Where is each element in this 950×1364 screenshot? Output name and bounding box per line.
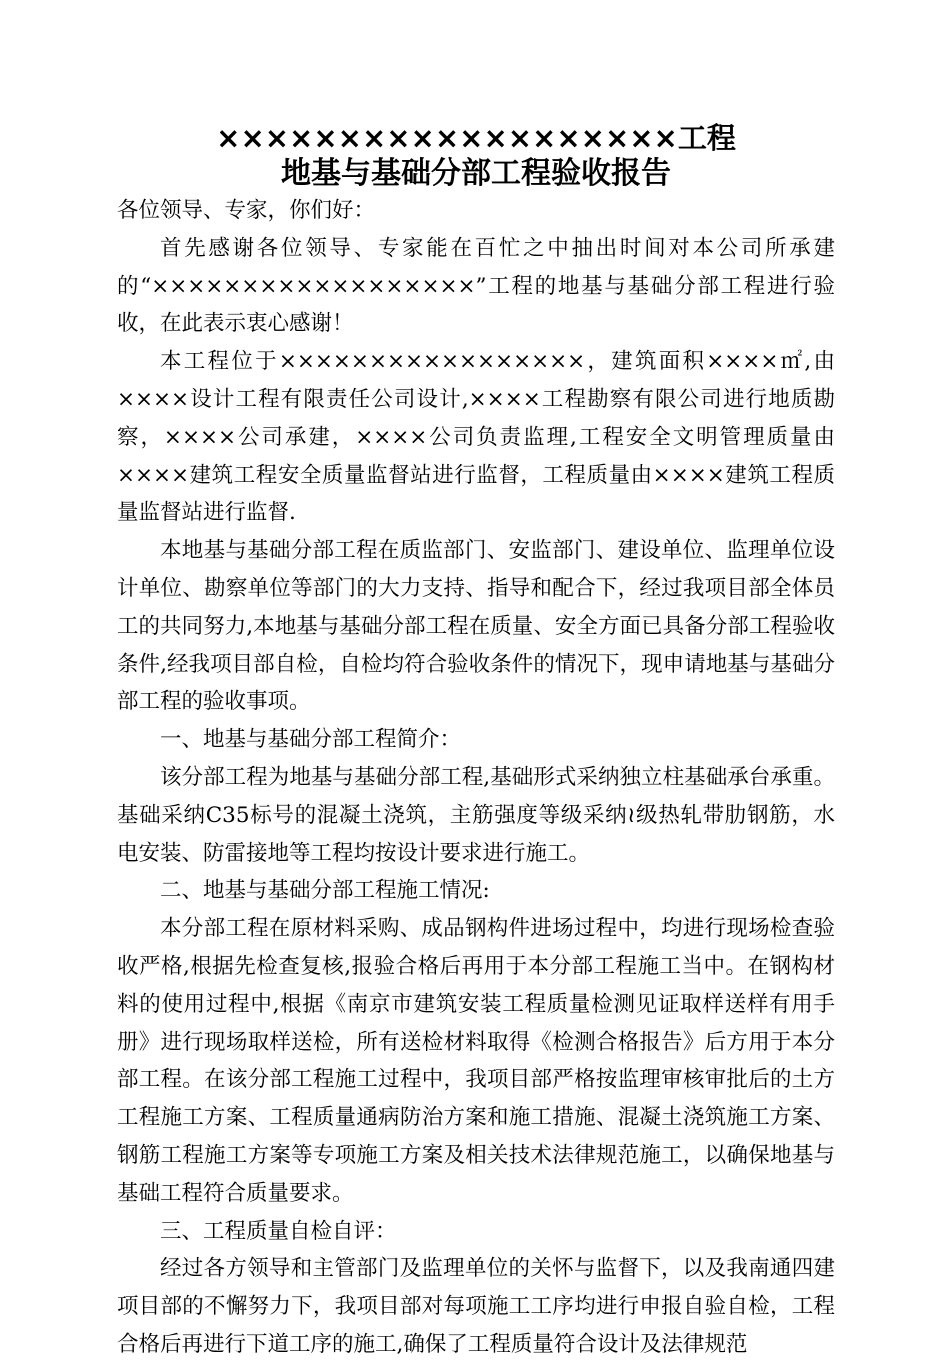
- paragraph-thanks: 首先感谢各位领导、专家能在百忙之中抽出时间对本公司所承建的“××××××××××××××××××”工程的地基与基础分部工程进行验收，在此表示衷心感谢！: [117, 235, 835, 337]
- paragraph-construction: 本分部工程在原材料采购、成品钢构件进场过程中，均进行现场检查验收严格,根据先检查复核,报验合格后再用于本分部工程施工当中。在钢构材料的使用过程中,根据《南京市建筑安装工程质量检测见证取样送样有用手册》进行现场取样送检，所有送检材料取得《检测合格报告》后方用于本分部工程。在该分部工程施工过程中，我项目部严格按监理审核审批后的土方工程施工方案、工程质量通病防治方案和施工措施、混凝土浇筑施工方案、钢筋工程施工方案等专项施工方案及相关技术法律规范施工，以确保地基与基础工程符合质量要求。: [117, 916, 835, 1206]
- section-heading-construction: 二、地基与基础分部工程施工情况:: [160, 878, 490, 904]
- paragraph-project-overview: 本工程位于×××××××××××××××××，建筑面积××××㎡,由××××设计工程有限责任公司设计,××××工程勘察有限公司进行地质勘察，××××公司承建，××××公司负责监理,工程安全文明管理质量由××××建筑工程安全质量监督站进行监督，工程质量由××××建筑工程质量监督站进行监督.: [117, 349, 835, 526]
- paragraph-self-inspection: 经过各方领导和主管部门及监理单位的关怀与监督下，以及我南通四建项目部的不懈努力下，我项目部对每项施工工序均进行申报自验自检，工程合格后再进行下道工序的施工,确保了工程质量符合设计及法律规范: [117, 1256, 835, 1357]
- section-heading-introduction: 一、地基与基础分部工程简介：: [160, 727, 462, 753]
- paragraph-acceptance-request: 本地基与基础分部工程在质监部门、安监部门、建设单位、监理单位设计单位、勘察单位等部门的大力支持、指导和配合下，经过我项目部全体员工的共同努力,本地基与基础分部工程在质量、安全方面已具备分部工程验收条件,经我项目部自检，自检均符合验收条件的情况下，现申请地基与基础分部工程的验收事项。: [117, 538, 835, 715]
- paragraph-introduction: 该分部工程为地基与基础分部工程,基础形式采纳独立柱基础承台承重。基础采纳C35标号的混凝土浇筑，主筋强度等级采纳≀级热轧带肋钢筋，水电安装、防雷接地等工程均按设计要求进行施工。: [117, 764, 835, 866]
- document-title-report: 地基与基础分部工程验收报告: [281, 156, 671, 191]
- section-heading-self-inspection: 三、工程质量自检自评：: [160, 1218, 397, 1244]
- document-title-project: ×××××××××××××××××××工程: [216, 121, 736, 155]
- document-page: [117, 120, 835, 1364]
- salutation: 各位领导、专家，你们好：: [117, 198, 376, 223]
